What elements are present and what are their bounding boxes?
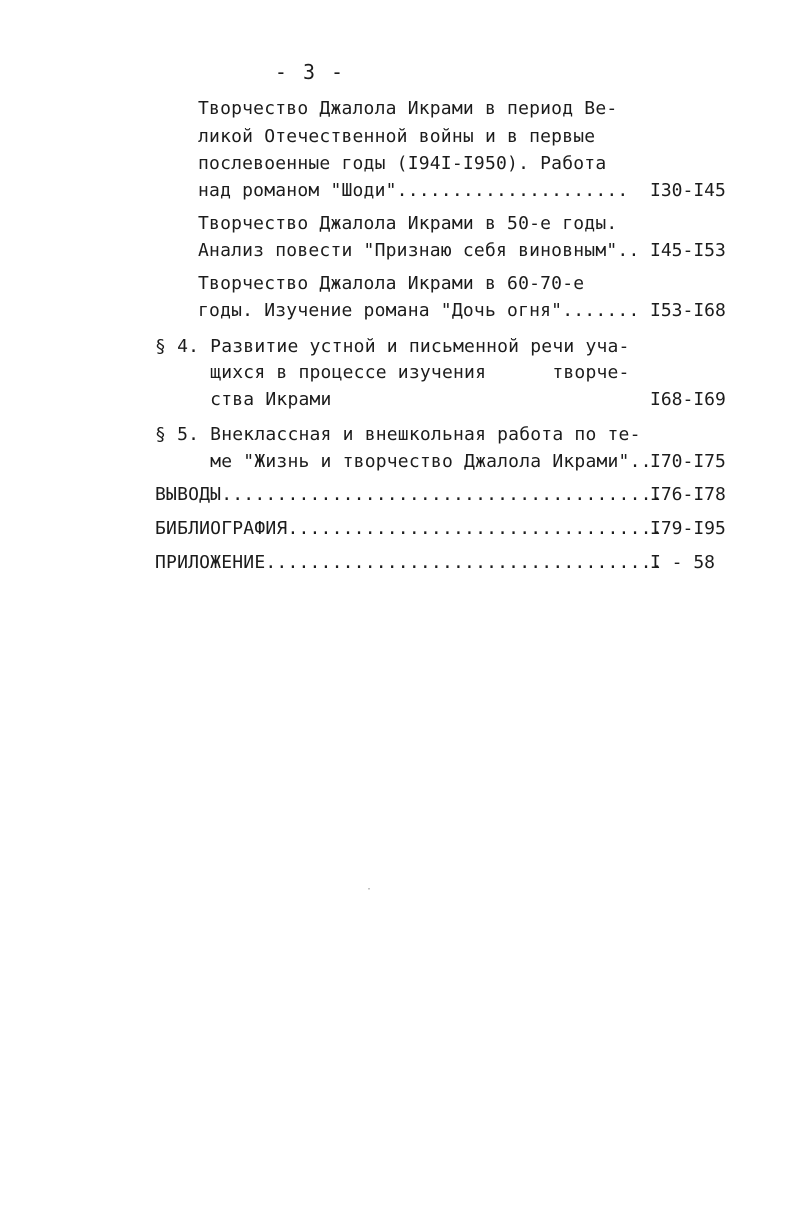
toc-entry-line: Анализ повести "Признаю себя виновным"..: [198, 240, 640, 261]
toc-entry-line: БИБЛИОГРАФИЯ..................................: [155, 518, 663, 539]
toc-entry-pages: I - 58: [650, 552, 716, 573]
toc-entry-line: ме "Жизнь и творчество Джалола Икрами"..: [155, 451, 652, 472]
scan-speck: ·: [366, 884, 373, 895]
toc-entry-line: Творчество Джалола Икрами в 60-70-е: [198, 273, 585, 294]
toc-entry-line: § 5. Внеклассная и внешкольная работа по те-: [155, 424, 641, 445]
toc-entry-pages: I30-I45: [650, 180, 726, 201]
toc-entry-line: ПРИЛОЖЕНИЕ....................................: [155, 552, 663, 573]
toc-entry-line: щихся в процессе изучения творче-: [155, 362, 630, 383]
toc-entry-line: ства Икрами: [155, 389, 332, 410]
toc-entry-pages: I79-I95: [650, 518, 726, 539]
toc-entry-line: § 4. Развитие устной и письменной речи уча-: [155, 336, 630, 357]
toc-entry-line: Творчество Джалола Икрами в период Ве-: [198, 98, 618, 119]
toc-entry-pages: I53-I68: [650, 300, 726, 321]
page-number: - 3 -: [274, 60, 346, 84]
toc-entry-line: ликой Отечественной войны и в первые: [198, 126, 596, 147]
toc-entry-line: Творчество Джалола Икрами в 50-е годы.: [198, 213, 618, 234]
toc-entry-pages: I70-I75: [650, 451, 726, 472]
toc-entry-line: послевоенные годы (I94I-I950). Работа: [198, 153, 607, 174]
toc-entry-line: годы. Изучение романа "Дочь огня".......: [198, 300, 640, 321]
toc-entry-pages: I45-I53: [650, 240, 726, 261]
toc-entry-line: ВЫВОДЫ........................................: [155, 484, 663, 505]
toc-entry-pages: I68-I69: [650, 389, 726, 410]
toc-entry-pages: I76-I78: [650, 484, 726, 505]
toc-entry-line: над романом "Шоди".....................: [198, 180, 629, 201]
